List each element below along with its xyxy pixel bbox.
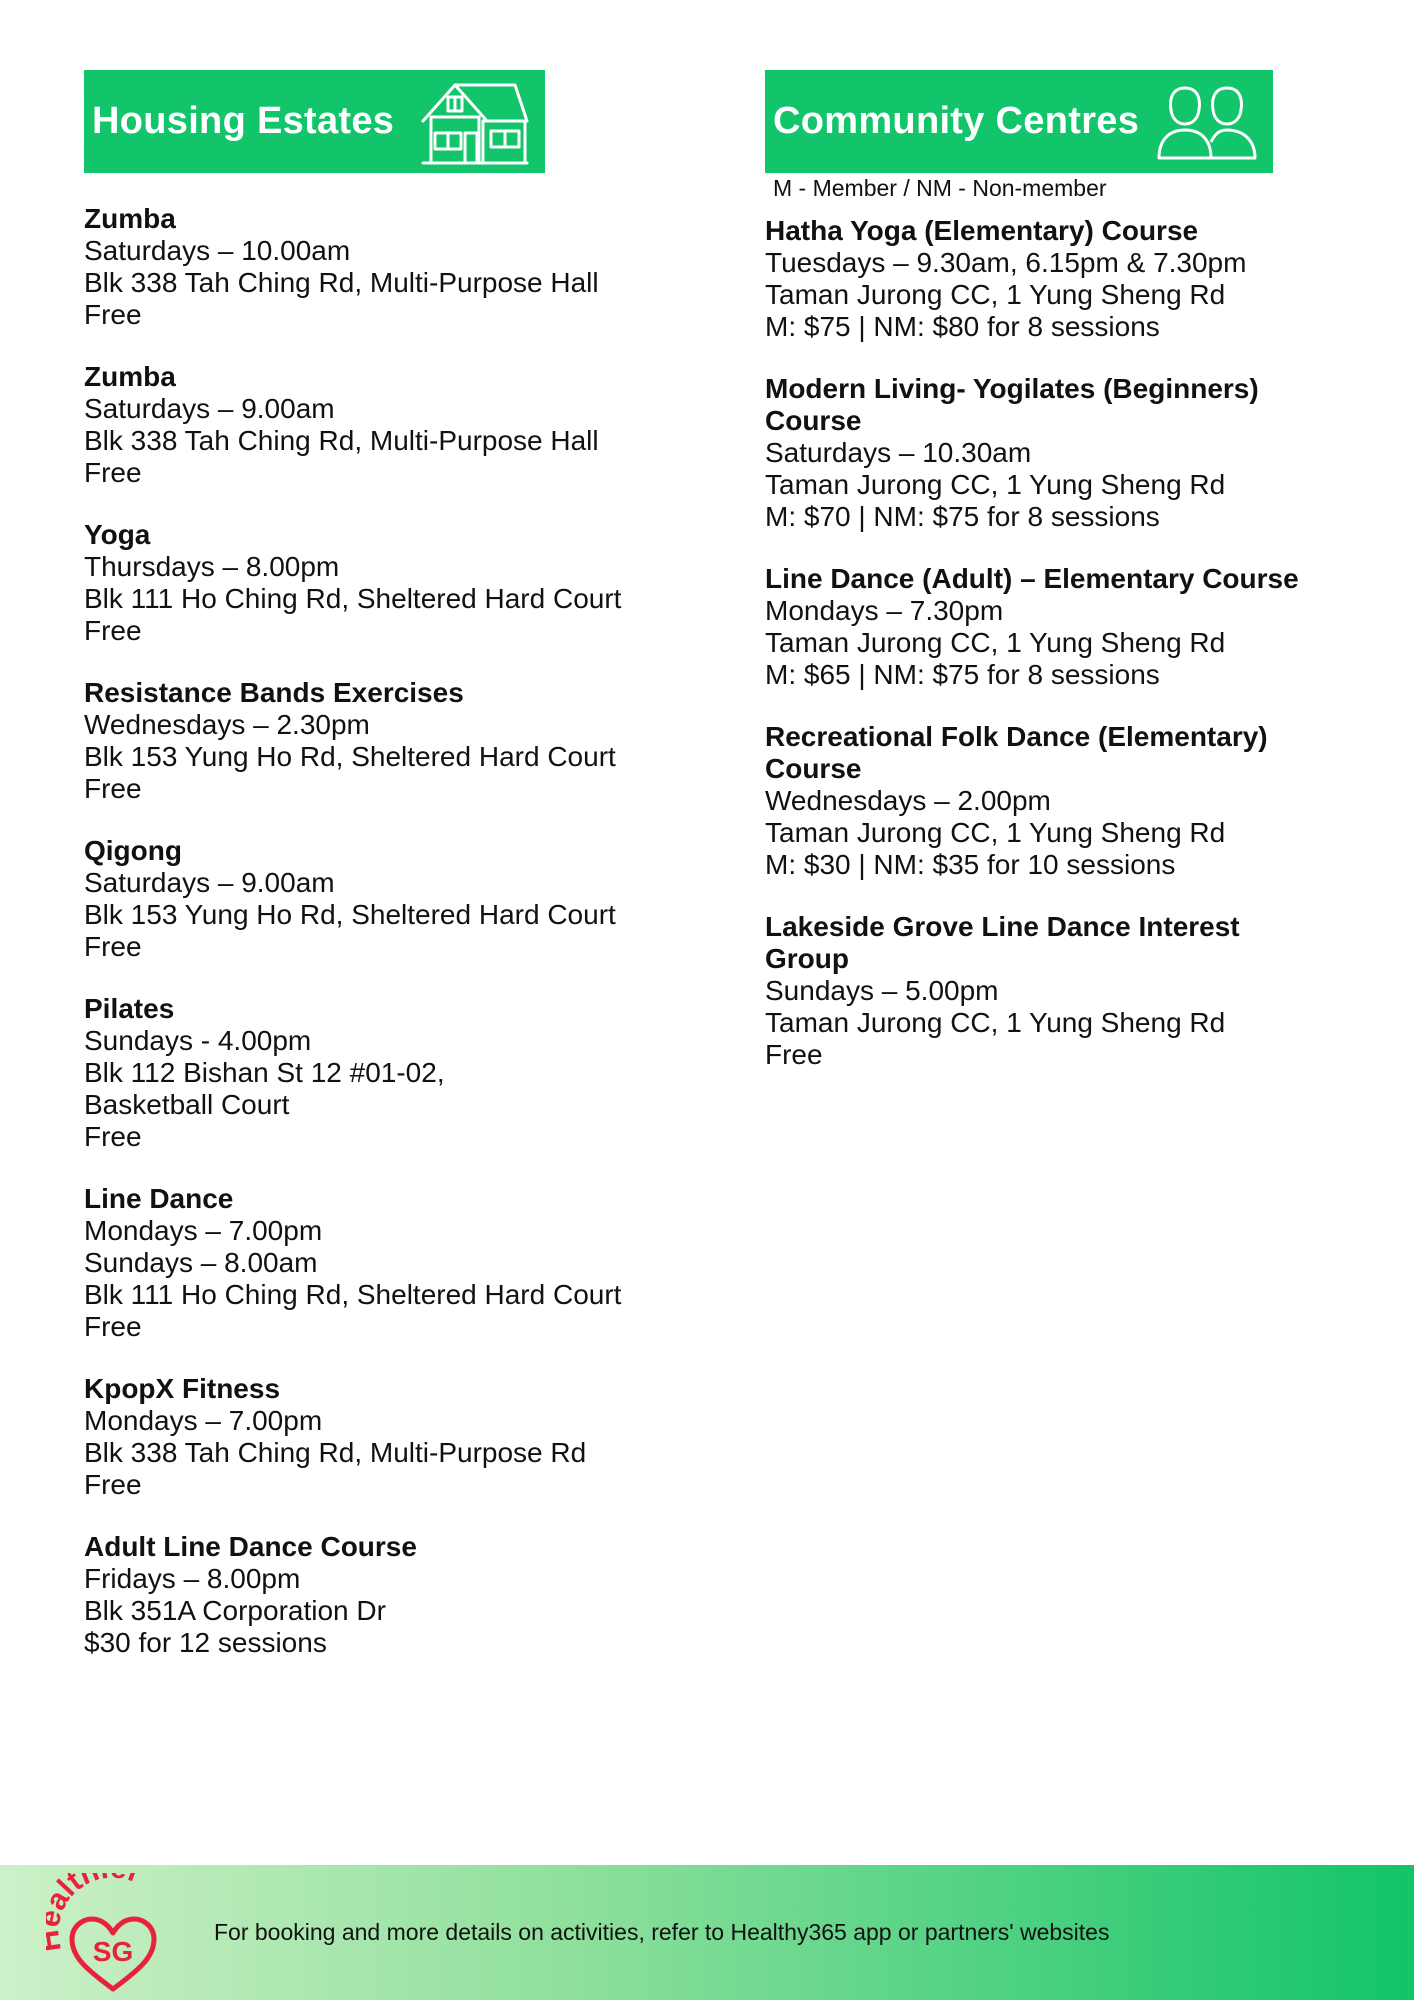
activity-detail: Mondays – 7.00pm <box>84 1405 323 1436</box>
activity-name: Resistance Bands Exercises <box>84 677 464 708</box>
activity-name: Zumba <box>84 361 176 392</box>
activity-detail: M: $65 | NM: $75 for 8 sessions <box>765 659 1160 690</box>
activity-detail: Blk 112 Bishan St 12 #01-02, <box>84 1057 445 1088</box>
activity-name: Pilates <box>84 993 175 1024</box>
activity-name: Adult Line Dance Course <box>84 1531 417 1562</box>
activity-name: KpopX Fitness <box>84 1373 281 1404</box>
activity-name: Line Dance <box>84 1183 234 1214</box>
footer-banner <box>0 1865 1414 2000</box>
activity-detail: Mondays – 7.30pm <box>765 595 1004 626</box>
activity-item <box>84 1373 684 1501</box>
activity-detail: Mondays – 7.00pm <box>84 1215 323 1246</box>
activity-detail: Blk 111 Ho Ching Rd, Sheltered Hard Court <box>84 1279 622 1310</box>
activity-detail: Saturdays – 9.00am <box>84 867 335 898</box>
people-icon <box>1155 82 1259 162</box>
housing-activity-list <box>84 203 684 1659</box>
activity-detail: Free <box>84 1311 142 1342</box>
community-centres-column <box>765 70 1325 1101</box>
activity-detail: Blk 111 Ho Ching Rd, Sheltered Hard Court <box>84 583 622 614</box>
healthier-sg-logo <box>46 1873 176 1993</box>
activity-item <box>84 835 684 963</box>
activity-detail: Free <box>84 773 142 804</box>
community-centres-title: Community Centres <box>773 100 1140 142</box>
activity-detail: Blk 153 Yung Ho Rd, Sheltered Hard Court <box>84 741 616 772</box>
activity-name: Qigong <box>84 835 182 866</box>
activity-item <box>765 373 1325 533</box>
activity-detail: Sundays – 5.00pm <box>765 975 999 1006</box>
activity-detail: Taman Jurong CC, 1 Yung Sheng Rd <box>765 817 1226 848</box>
activity-detail: Free <box>84 457 142 488</box>
activity-item <box>84 993 684 1153</box>
activity-name: Line Dance (Adult) – Elementary Course <box>765 563 1299 594</box>
activity-detail: Taman Jurong CC, 1 Yung Sheng Rd <box>765 627 1226 658</box>
activity-detail: M: $70 | NM: $75 for 8 sessions <box>765 501 1160 532</box>
house-icon <box>419 77 531 167</box>
member-legend: M - Member / NM - Non-member <box>773 175 1107 201</box>
activity-detail: Blk 338 Tah Ching Rd, Multi-Purpose Rd <box>84 1437 587 1468</box>
activity-item <box>84 203 684 331</box>
activity-detail: Taman Jurong CC, 1 Yung Sheng Rd <box>765 1007 1226 1038</box>
activity-name: Hatha Yoga (Elementary) Course <box>765 215 1199 246</box>
activity-item <box>84 1531 684 1659</box>
activity-detail: M: $30 | NM: $35 for 10 sessions <box>765 849 1176 880</box>
activity-detail: Taman Jurong CC, 1 Yung Sheng Rd <box>765 279 1226 310</box>
activity-detail: Basketball Court <box>84 1089 290 1120</box>
activity-detail: Blk 351A Corporation Dr <box>84 1595 386 1626</box>
activity-detail: Thursdays – 8.00pm <box>84 551 340 582</box>
activity-detail: Wednesdays – 2.00pm <box>765 785 1051 816</box>
footer-note: For booking and more details on activities, refer to Healthy365 app or partners' websites <box>214 1919 1110 1945</box>
activity-item <box>84 1183 684 1343</box>
activity-item <box>765 563 1325 691</box>
activity-name: Yoga <box>84 519 151 550</box>
activity-detail: Blk 338 Tah Ching Rd, Multi-Purpose Hall <box>84 267 599 298</box>
logo-sub-text: SG <box>92 1935 134 1967</box>
activity-detail: Free <box>84 1121 142 1152</box>
housing-estates-title: Housing Estates <box>92 100 395 142</box>
activity-item <box>765 215 1325 343</box>
activity-detail: Tuesdays – 9.30am, 6.15pm & 7.30pm <box>765 247 1247 278</box>
activity-detail: M: $75 | NM: $80 for 8 sessions <box>765 311 1160 342</box>
activity-detail: Free <box>84 299 142 330</box>
community-activity-list <box>765 215 1325 1071</box>
community-centres-header <box>765 70 1273 173</box>
activity-detail: Fridays – 8.00pm <box>84 1563 301 1594</box>
activity-detail: Wednesdays – 2.30pm <box>84 709 370 740</box>
activity-name: Modern Living- Yogilates (Beginners) Course <box>765 373 1259 436</box>
activity-detail: Free <box>84 615 142 646</box>
activity-detail: $30 for 12 sessions <box>84 1627 327 1658</box>
activity-item <box>84 361 684 489</box>
activity-detail: Saturdays – 10.30am <box>765 437 1032 468</box>
activity-detail: Saturdays – 10.00am <box>84 235 351 266</box>
activity-detail: Blk 338 Tah Ching Rd, Multi-Purpose Hall <box>84 425 599 456</box>
activity-detail: Free <box>84 1469 142 1500</box>
housing-estates-column <box>84 70 684 1689</box>
activity-detail: Free <box>84 931 142 962</box>
activity-detail: Sundays - 4.00pm <box>84 1025 312 1056</box>
activity-item <box>84 677 684 805</box>
activity-item <box>765 911 1325 1071</box>
activity-item <box>765 721 1325 881</box>
activity-name: Recreational Folk Dance (Elementary) Course <box>765 721 1268 784</box>
activity-item <box>84 519 684 647</box>
activity-name: Zumba <box>84 203 176 234</box>
activity-detail: Taman Jurong CC, 1 Yung Sheng Rd <box>765 469 1226 500</box>
activity-detail: Free <box>765 1039 823 1070</box>
activity-detail: Saturdays – 9.00am <box>84 393 335 424</box>
logo-text: Healthier <box>46 1872 89 1954</box>
activity-name: Lakeside Grove Line Dance Interest Group <box>765 911 1240 974</box>
activity-detail: Blk 153 Yung Ho Rd, Sheltered Hard Court <box>84 899 616 930</box>
activity-detail: Sundays – 8.00am <box>84 1247 318 1278</box>
housing-estates-header <box>84 70 545 173</box>
